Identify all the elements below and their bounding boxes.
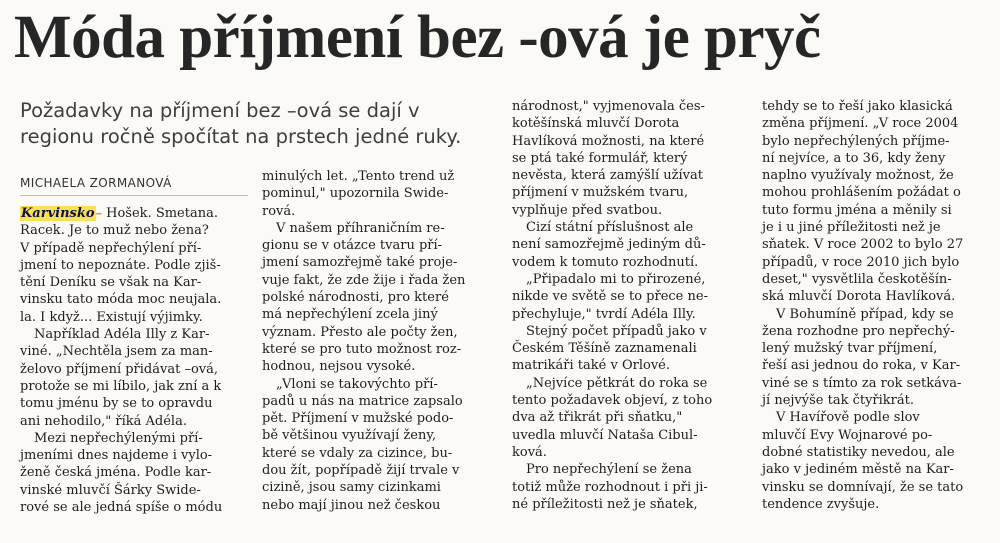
text-line: dva až třikrát při sňatku," bbox=[512, 410, 683, 426]
text-line bbox=[20, 205, 254, 222]
text-line: změna příjmení. „V roce 2004 bbox=[762, 116, 959, 132]
headline: Móda příjmení bez -ová je pryč bbox=[14, 4, 821, 71]
text-line: se ptá také formulář, který bbox=[512, 150, 688, 166]
text-line: vodem k tomuto rozhodnutí. bbox=[512, 254, 699, 270]
standfirst bbox=[20, 98, 498, 150]
text-line: viné se s tímto za rok setkáva- bbox=[762, 375, 962, 391]
standfirst-line: regionu ročně spočítat na prstech jedné ruky. bbox=[20, 125, 462, 148]
text-line: Mezi nepřechýlenými pří- bbox=[34, 430, 203, 446]
text-line: bě většinou využívají ženy, bbox=[262, 428, 437, 444]
text-line: Například Adéla Illy z Kar- bbox=[34, 327, 210, 343]
text-line: jako v jediném městě na Kar- bbox=[762, 462, 954, 478]
text-line: dobné statistiky nevedou, ale bbox=[762, 444, 955, 460]
text-line: sňatek. V roce 2002 to bylo 27 bbox=[762, 237, 964, 253]
text-line: nevěsta, která zamýšlí užívat bbox=[512, 168, 703, 184]
text-line: tento požadavek objeví, z toho bbox=[512, 393, 713, 409]
text-line: rové se ale jedná spíše o módu bbox=[20, 500, 223, 516]
dateline-dash: – bbox=[95, 206, 103, 221]
text-line: Pro nepřechýlení se žena bbox=[526, 462, 692, 478]
text-line: želovo příjmení přidávat –ová, bbox=[20, 361, 219, 377]
text-line: které se pro tuto možnost roz- bbox=[262, 341, 462, 357]
text-line: V případě nepřechýlení pří- bbox=[20, 240, 202, 256]
text-line: V našem příhraničním re- bbox=[276, 220, 445, 236]
text-line: pět. Příjmení v mužské podo- bbox=[262, 411, 454, 427]
text-line: protože se mi líbilo, jak zní a k bbox=[20, 378, 222, 394]
text-line: né příležitosti než je sňatek, bbox=[512, 496, 698, 512]
text-line: kotěšínská mluvčí Dorota bbox=[512, 116, 680, 132]
text-line: minulých let. „Tento trend už bbox=[262, 169, 455, 184]
text-line: ská mluvčí Dorota Havlíková. bbox=[762, 289, 956, 305]
article-column-3 bbox=[512, 98, 748, 513]
text-line: hodnou, nejsou vysoké. bbox=[262, 359, 416, 375]
text-line: vyplňuje před svatbou. bbox=[512, 202, 663, 218]
text-line: ní nejvíce, a to 36, kdy ženy bbox=[762, 150, 946, 166]
text-line: Havlíková možnosti, na které bbox=[512, 133, 705, 149]
text-line: jí nejvýše tak čtyřikrát. bbox=[762, 393, 915, 409]
text-line: Českém Těšíně zaznamenali bbox=[512, 341, 697, 357]
text-line: naplno využívaly možnost, že bbox=[762, 168, 954, 184]
text-line: bylo nepřechýlených příjme- bbox=[762, 133, 950, 149]
text-line: rová. bbox=[262, 203, 296, 219]
text-line: tehdy se to řeší jako klasická bbox=[762, 99, 953, 114]
text-line: la. I když... Existují výjimky. bbox=[20, 309, 203, 325]
text-line: uvedla mluvčí Nataša Cibul- bbox=[512, 427, 698, 443]
text-line: vinské mluvčí Šárky Swide- bbox=[20, 482, 201, 498]
text-line: nebo mají jinou než českou bbox=[262, 497, 441, 513]
text-line: lený mužský tvar příjmení, bbox=[762, 341, 938, 357]
text-line: které se vdaly za cizince, bu- bbox=[262, 445, 453, 461]
text-line: má nepřechýlení zcela jiný bbox=[262, 307, 438, 323]
byline-divider bbox=[20, 195, 248, 196]
dateline-place: Karvinsko bbox=[21, 206, 95, 221]
text-line: jmení to nepoznáte. Podle zjiš- bbox=[20, 257, 221, 273]
text-line: jmeními dnes najdeme i vylo- bbox=[20, 448, 213, 464]
text-line: polské národnosti, pro které bbox=[262, 290, 449, 306]
text-line: jmení samozřejmě také proje- bbox=[262, 255, 458, 271]
text-line: tomu jménu by se to opravdu bbox=[20, 396, 213, 412]
text-line: tendence zvyšuje. bbox=[762, 496, 880, 512]
article-column-4 bbox=[762, 98, 998, 513]
standfirst-line: Požadavky na příjmení bez –ová se dají v bbox=[20, 99, 420, 122]
text-line: pominul," upozornila Swide- bbox=[262, 186, 449, 202]
text-line: V Havířově podle slov bbox=[776, 410, 920, 426]
text-line: mohou prohlášením požádat o bbox=[762, 185, 961, 201]
text-line: padů u nás na matrice zapsalo bbox=[262, 393, 463, 409]
text-line: „Připadalo mi to přirozené, bbox=[526, 271, 706, 287]
text-line: přechyluje," tvrdí Adéla Illy. bbox=[512, 306, 696, 322]
text-line: totiž může rozhodnout i při ji- bbox=[512, 479, 708, 495]
article-column-1 bbox=[20, 205, 254, 516]
text-line: ženě česká jména. Podle kar- bbox=[20, 465, 212, 481]
text-line: „Nejvíce pětkrát do roka se bbox=[526, 375, 708, 391]
text-line: nikde ve světě se to přece ne- bbox=[512, 289, 708, 305]
byline: MICHAELA ZORMANOVÁ bbox=[20, 176, 172, 190]
text-line: vinsku tato móda moc neujala. bbox=[20, 292, 222, 308]
text-line: „Vloni se takovýchto pří- bbox=[276, 376, 438, 392]
text-line: vuje fakt, že zde žije i řada žen bbox=[262, 272, 466, 288]
text-line: řeší asi jednou do roka, v Kar- bbox=[762, 358, 961, 374]
text-line: není samozřejmě jediným dů- bbox=[512, 237, 706, 253]
text-line: deset," vysvětlila českotěšín- bbox=[762, 271, 952, 287]
text-line: případů, v roce 2010 jich bylo bbox=[762, 254, 960, 270]
text-line: národnost," vyjmenovala čes- bbox=[512, 99, 705, 114]
text-line: V Bohumíně případ, kdy se bbox=[776, 306, 954, 322]
text-line: ková. bbox=[512, 444, 547, 460]
text-line: Racek. Je to muž nebo žena? bbox=[20, 223, 209, 239]
text-line: vinsku se domnívají, že se tato bbox=[762, 479, 964, 495]
article-column-2 bbox=[262, 168, 498, 514]
text-line: matrikáři také v Orlové. bbox=[512, 358, 670, 374]
text-line: žena rozhodne pro nepřechý- bbox=[762, 323, 955, 339]
text-line: Cizí státní příslušnost ale bbox=[526, 220, 694, 236]
text-line: Stejný počet případů jako v bbox=[526, 323, 707, 339]
text-line: cizině, jsou samy cizinkami bbox=[262, 480, 441, 496]
text-line: je i u jiné příležitosti než je bbox=[762, 220, 941, 236]
text-line-rest: Hošek. Smetana. bbox=[102, 206, 218, 221]
text-line: ani nehodilo," říká Adéla. bbox=[20, 413, 187, 429]
text-line: mluvčí Evy Wojnarové po- bbox=[762, 427, 933, 443]
text-line: význam. Přesto ale počty žen, bbox=[262, 324, 458, 340]
text-line: gionu se v otázce tvaru pří- bbox=[262, 238, 443, 254]
text-line: dou žít, popřípadě žijí trvale v bbox=[262, 463, 460, 479]
text-line: příjmení v mužském tvaru, bbox=[512, 185, 689, 201]
text-line: tění Deníku se však na Kar- bbox=[20, 275, 202, 291]
text-line: viné. „Nechtěla jsem za man- bbox=[20, 344, 213, 360]
text-line: tuto formu jména a měnily si bbox=[762, 202, 952, 218]
